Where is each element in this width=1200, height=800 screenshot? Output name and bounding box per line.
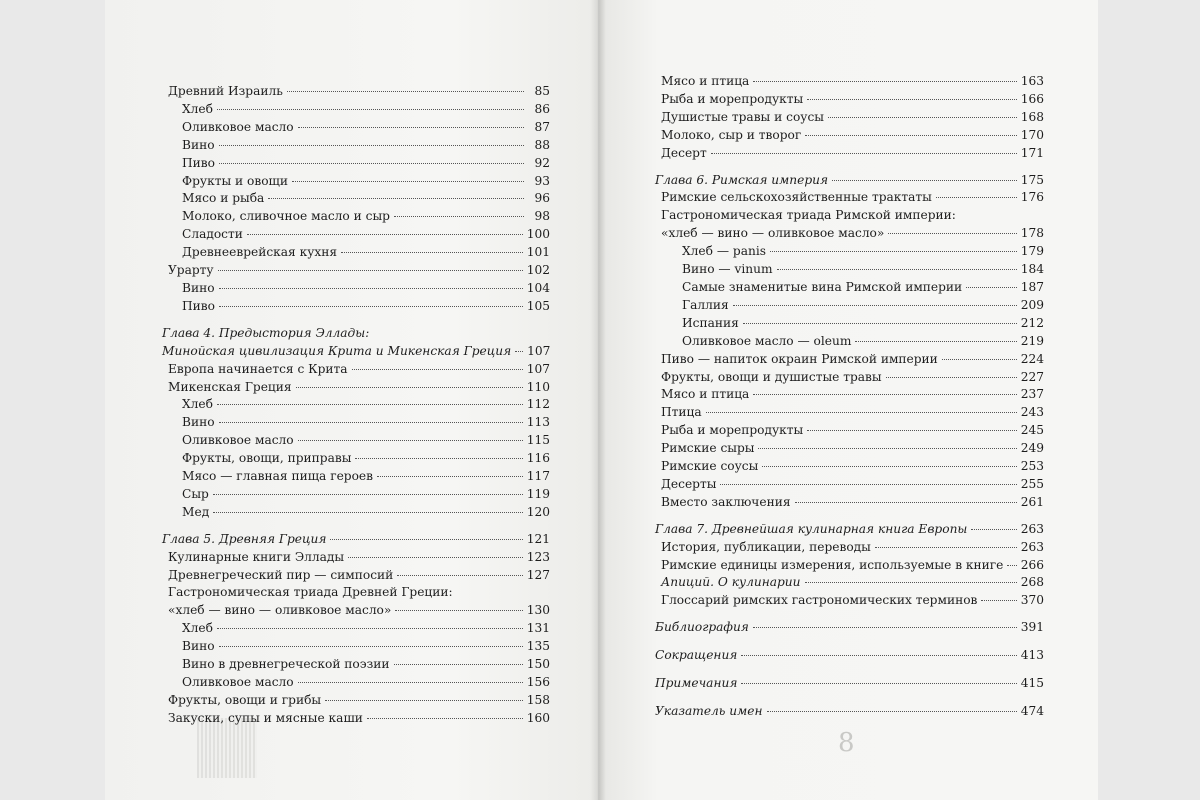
toc-entry-title: Библиография <box>655 620 749 635</box>
toc-entry-title: Молоко, сыр и творог <box>661 127 802 142</box>
toc-entry <box>162 674 550 692</box>
toc-entry <box>655 333 1044 351</box>
toc-page-number: 261 <box>1020 494 1044 509</box>
dot-leader <box>268 198 524 199</box>
toc-left-column <box>162 83 550 728</box>
toc-page-number: 117 <box>526 469 550 484</box>
toc-page-number: 85 <box>534 84 550 98</box>
dot-leader <box>348 557 523 558</box>
toc-entry-title: Фрукты, овощи и душистые травы <box>661 369 882 384</box>
toc-entry-title: Мясо и птица <box>661 74 750 88</box>
toc-page-number: 86 <box>534 101 550 116</box>
toc-entry-title: Фрукты и овощи <box>182 173 289 188</box>
toc-page-number: 92 <box>534 155 550 170</box>
toc-entry-title: Самые знаменитые вина Римской империи <box>682 279 963 294</box>
toc-page-number: 158 <box>526 692 550 707</box>
toc-page-number: 150 <box>526 657 550 672</box>
toc-entry-title: Птица <box>661 405 702 420</box>
dot-leader <box>942 359 1017 360</box>
dot-leader <box>213 494 523 495</box>
toc-page-number: 249 <box>1020 441 1044 456</box>
toc-entry <box>162 584 550 602</box>
dot-leader <box>753 81 1016 82</box>
toc-entry <box>655 91 1044 109</box>
dot-leader <box>377 476 523 477</box>
dot-leader <box>805 582 1017 583</box>
toc-entry-title: Гастрономическая триада Римской империи: <box>661 208 956 223</box>
dot-leader <box>217 404 523 405</box>
toc-page-number: 187 <box>1020 279 1044 294</box>
toc-entry <box>162 190 550 208</box>
dot-leader <box>743 323 1017 324</box>
dot-leader <box>219 288 523 289</box>
toc-page-number: 163 <box>1020 74 1044 88</box>
dot-leader <box>888 233 1016 234</box>
toc-page-number: 120 <box>526 504 550 519</box>
toc-entry-title: Глава 5. Древняя Греция <box>162 531 327 546</box>
dot-leader <box>875 547 1017 548</box>
toc-entry-title: Урарту <box>168 263 214 278</box>
toc-entry-title: Древний Израиль <box>168 84 283 98</box>
toc-entry-title: Минойская цивилизация Крита и Микенская Греция <box>162 343 512 358</box>
toc-page-number: 245 <box>1020 423 1044 438</box>
dot-leader <box>367 718 523 719</box>
toc-page-number: 413 <box>1020 648 1044 663</box>
toc-entry-title: Фрукты, овощи, приправы <box>182 451 352 466</box>
toc-page-number: 88 <box>534 137 550 152</box>
toc-entry-title: Хлеб — panis <box>682 244 766 259</box>
toc-entry <box>655 127 1044 145</box>
dot-leader <box>706 412 1017 413</box>
toc-page-number: 253 <box>1020 459 1044 474</box>
toc-entry-title: Хлеб <box>182 101 213 116</box>
toc-page-number: 96 <box>534 191 550 206</box>
toc-entry-title: Мясо — главная пища героев <box>182 469 374 484</box>
book-spine <box>590 0 606 800</box>
toc-entry <box>655 351 1044 369</box>
dot-leader <box>395 610 522 611</box>
toc-entry <box>655 172 1044 190</box>
toc-page-number: 179 <box>1020 244 1044 259</box>
toc-page-number: 104 <box>526 280 550 295</box>
dot-leader <box>805 135 1016 136</box>
toc-right-column <box>655 73 1044 721</box>
toc-page-number: 224 <box>1020 351 1044 366</box>
toc-page-number: 113 <box>526 415 550 430</box>
toc-entry <box>162 602 550 620</box>
toc-entry-title: Гастрономическая триада Древней Греции: <box>168 585 453 600</box>
toc-entry-title: Вино <box>182 415 215 430</box>
dot-leader <box>886 377 1017 378</box>
dot-leader <box>828 117 1017 118</box>
toc-entry-title: Вино <box>182 639 215 654</box>
toc-entry <box>162 137 550 155</box>
toc-entry <box>655 703 1044 721</box>
toc-entry <box>655 476 1044 494</box>
toc-entry-title: Указатель имен <box>655 704 763 718</box>
toc-entry-title: Хлеб <box>182 621 213 636</box>
toc-page-number: 219 <box>1020 333 1044 348</box>
dot-leader <box>219 163 524 164</box>
toc-entry <box>655 494 1044 512</box>
dot-leader <box>855 341 1016 342</box>
dot-leader <box>777 269 1017 270</box>
dot-leader <box>296 387 523 388</box>
toc-entry <box>655 73 1044 91</box>
toc-entry-title: Европа начинается с Крита <box>168 361 348 376</box>
toc-entry <box>655 521 1044 539</box>
toc-page-number: 98 <box>534 209 550 224</box>
toc-page-number: 119 <box>526 486 550 501</box>
toc-entry-title: Глава 7. Древнейшая кулинарная книга Европы <box>655 521 968 536</box>
toc-page-number: 121 <box>526 531 550 546</box>
toc-entry <box>162 656 550 674</box>
toc-entry-title: Оливковое масло <box>182 433 294 448</box>
toc-entry <box>162 280 550 298</box>
toc-entry <box>162 567 550 585</box>
dot-leader <box>325 700 523 701</box>
dot-leader <box>298 682 523 683</box>
toc-entry <box>162 155 550 173</box>
toc-entry-title: Глава 4. Предыстория Эллады: <box>162 325 370 340</box>
toc-entry <box>162 504 550 522</box>
toc-entry <box>162 262 550 280</box>
toc-entry <box>162 379 550 397</box>
toc-page-number: 123 <box>526 549 550 564</box>
dot-leader <box>795 502 1017 503</box>
dot-leader <box>352 369 523 370</box>
toc-page-number: 160 <box>526 710 550 725</box>
toc-entry-title: Сыр <box>182 486 209 501</box>
toc-entry-title: Фрукты, овощи и грибы <box>168 692 322 707</box>
toc-entry-title: Хлеб <box>182 397 213 412</box>
toc-page-number: 227 <box>1020 369 1044 384</box>
dot-leader <box>832 180 1017 181</box>
toc-entry <box>162 244 550 262</box>
toc-entry-title: Молоко, сливочное масло и сыр <box>182 209 390 224</box>
toc-entry <box>655 675 1044 693</box>
dot-leader <box>762 466 1016 467</box>
toc-page-number: 116 <box>526 451 550 466</box>
toc-entry-title: Вино — vinum <box>682 262 773 277</box>
toc-entry <box>655 207 1044 225</box>
toc-page-number: 93 <box>534 173 550 188</box>
toc-entry <box>162 620 550 638</box>
toc-entry-title: Вино в древнегреческой поэзии <box>182 657 390 672</box>
toc-page-number: 255 <box>1020 476 1044 491</box>
toc-entry-title: «хлеб — вино — оливковое масло» <box>168 603 392 618</box>
toc-entry <box>162 298 550 316</box>
toc-entry <box>655 592 1044 610</box>
toc-page-number: 115 <box>526 433 550 448</box>
dot-leader <box>758 448 1016 449</box>
toc-page-number: 130 <box>526 603 550 618</box>
toc-page-number: 171 <box>1020 145 1044 160</box>
toc-entry <box>162 101 550 119</box>
dot-leader <box>341 252 523 253</box>
toc-page-number: 268 <box>1020 575 1044 590</box>
toc-entry <box>655 297 1044 315</box>
dot-leader <box>218 270 523 271</box>
toc-page-number: 474 <box>1020 704 1044 718</box>
toc-page-number: 102 <box>526 263 550 278</box>
toc-entry <box>655 189 1044 207</box>
dot-leader <box>733 305 1017 306</box>
dot-leader <box>219 422 523 423</box>
toc-entry-title: Римские сыры <box>661 441 755 456</box>
dot-leader <box>394 664 523 665</box>
toc-page-number: 263 <box>1020 539 1044 554</box>
toc-page-number: 243 <box>1020 405 1044 420</box>
toc-entry-title: Римские сельскохозяйственные трактаты <box>661 190 932 205</box>
dot-leader <box>355 458 522 459</box>
toc-entry-title: Древнееврейская кухня <box>182 245 338 260</box>
toc-entry <box>162 710 550 728</box>
toc-entry-title: Примечания <box>655 676 738 691</box>
dot-leader <box>217 109 524 110</box>
toc-entry <box>162 226 550 244</box>
toc-page-number: 168 <box>1020 109 1044 124</box>
dot-leader <box>981 600 1016 601</box>
toc-entry-title: Римские единицы измерения, используемые в книге <box>661 557 1004 572</box>
dot-leader <box>966 287 1017 288</box>
dot-leader <box>720 484 1016 485</box>
toc-entry-title: Оливковое масло — oleum <box>682 333 852 348</box>
dot-leader <box>971 529 1016 530</box>
show-through-folio: 8 <box>838 728 855 758</box>
toc-entry <box>655 145 1044 163</box>
toc-entry-title: Древнегреческий пир — симпосий <box>168 567 394 582</box>
toc-entry-title: Вино <box>182 280 215 295</box>
dot-leader <box>753 627 1017 628</box>
toc-page-number: 127 <box>526 567 550 582</box>
toc-entry-title: Оливковое масло <box>182 675 294 689</box>
dot-leader <box>770 251 1017 252</box>
toc-entry-title: Микенская Греция <box>168 379 292 394</box>
toc-entry-title: Десерты <box>661 476 717 491</box>
toc-entry-title: Апиций. О кулинарии <box>661 575 801 590</box>
toc-entry-title: Сладости <box>182 227 243 242</box>
toc-entry-title: Сокращения <box>655 648 738 663</box>
toc-entry-title: Оливковое масло <box>182 119 294 134</box>
toc-entry-title: Десерт <box>661 145 707 160</box>
toc-entry-title: Душистые травы и соусы <box>661 109 824 124</box>
toc-entry-title: Глоссарий римских гастрономических терминов <box>661 593 978 608</box>
dot-leader <box>298 127 524 128</box>
toc-page-number: 266 <box>1020 557 1044 572</box>
dot-leader <box>767 711 1017 712</box>
dot-leader <box>292 181 524 182</box>
toc-page-number: 170 <box>1020 127 1044 142</box>
toc-entry-title: «хлеб — вино — оливковое масло» <box>661 226 885 241</box>
toc-entry <box>655 539 1044 557</box>
dot-leader <box>936 197 1017 198</box>
toc-entry <box>162 208 550 226</box>
toc-entry <box>162 638 550 656</box>
toc-entry <box>162 486 550 504</box>
dot-leader <box>213 512 523 513</box>
toc-entry-title: Римские соусы <box>661 459 759 474</box>
toc-entry-title: Кулинарные книги Эллады <box>168 549 345 564</box>
dot-leader <box>219 306 523 307</box>
toc-page-number: 107 <box>527 343 551 358</box>
toc-entry-title: Вино <box>182 137 215 152</box>
toc-entry <box>162 468 550 486</box>
toc-entry <box>655 422 1044 440</box>
toc-entry <box>162 325 550 343</box>
toc-page-number: 100 <box>526 227 550 242</box>
toc-entry-title: Пиво <box>182 155 215 170</box>
toc-page-number: 156 <box>526 675 550 689</box>
dot-leader <box>741 683 1016 684</box>
toc-entry-title: Глава 6. Римская империя <box>655 172 829 187</box>
toc-entry-title: Галлия <box>682 297 729 312</box>
dot-leader <box>753 394 1016 395</box>
toc-page-number: 415 <box>1020 676 1044 691</box>
toc-page-number: 237 <box>1020 387 1044 402</box>
toc-page-number: 135 <box>526 639 550 654</box>
toc-page-number: 101 <box>526 245 550 260</box>
toc-entry <box>162 343 550 361</box>
toc-entry <box>162 692 550 710</box>
toc-page-number: 131 <box>526 621 550 636</box>
toc-page-number: 209 <box>1020 297 1044 312</box>
dot-leader <box>807 430 1017 431</box>
dot-leader <box>397 575 522 576</box>
toc-entry <box>655 243 1044 261</box>
toc-entry-title: Мясо и птица <box>661 387 750 402</box>
dot-leader <box>711 153 1017 154</box>
toc-entry <box>655 619 1044 637</box>
toc-entry <box>162 396 550 414</box>
toc-entry <box>655 404 1044 422</box>
toc-page-number: 391 <box>1020 620 1044 635</box>
toc-page-number: 166 <box>1020 91 1044 106</box>
dot-leader <box>394 216 524 217</box>
toc-page-number: 212 <box>1020 315 1044 330</box>
toc-page-number: 176 <box>1020 190 1044 205</box>
toc-entry-title: Рыба и морепродукты <box>661 423 804 438</box>
toc-entry <box>162 450 550 468</box>
toc-page-number: 263 <box>1020 521 1044 536</box>
toc-page-number: 184 <box>1020 262 1044 277</box>
toc-entry <box>655 440 1044 458</box>
dot-leader <box>515 351 523 352</box>
toc-entry <box>655 261 1044 279</box>
dot-leader <box>330 539 522 540</box>
toc-page-number: 87 <box>534 119 550 134</box>
toc-entry-title: Мед <box>182 504 210 519</box>
toc-page-number: 112 <box>526 397 550 412</box>
toc-page-number: 105 <box>526 298 550 313</box>
dot-leader <box>1007 565 1016 566</box>
toc-entry-title: Рыба и морепродукты <box>661 91 804 106</box>
toc-page-number: 107 <box>526 361 550 376</box>
toc-page-number: 370 <box>1020 593 1044 608</box>
dot-leader <box>247 234 523 235</box>
toc-entry <box>162 119 550 137</box>
toc-page-number: 175 <box>1020 172 1044 187</box>
toc-entry-title: Пиво — напиток окраин Римской империи <box>661 351 938 366</box>
toc-entry <box>655 458 1044 476</box>
toc-page-number: 110 <box>526 379 550 394</box>
toc-entry <box>655 647 1044 665</box>
toc-entry-title: Пиво <box>182 298 215 313</box>
dot-leader <box>741 655 1016 656</box>
toc-entry <box>162 414 550 432</box>
dot-leader <box>807 99 1017 100</box>
toc-entry-title: Испания <box>682 315 739 330</box>
toc-entry-title: Вместо заключения <box>661 494 791 509</box>
dot-leader <box>219 646 523 647</box>
toc-page-number: 178 <box>1020 226 1044 241</box>
toc-entry <box>162 173 550 191</box>
toc-entry <box>655 315 1044 333</box>
dot-leader <box>217 628 523 629</box>
toc-entry <box>655 225 1044 243</box>
toc-entry <box>655 369 1044 387</box>
toc-entry-title: Закуски, супы и мясные каши <box>168 710 363 725</box>
toc-entry <box>655 279 1044 297</box>
toc-entry <box>162 361 550 379</box>
dot-leader <box>219 145 524 146</box>
toc-entry <box>162 83 550 101</box>
dot-leader <box>298 440 523 441</box>
toc-entry-title: История, публикации, переводы <box>661 539 871 554</box>
toc-entry <box>162 549 550 567</box>
toc-entry <box>655 557 1044 575</box>
toc-entry <box>655 386 1044 404</box>
toc-entry <box>162 432 550 450</box>
toc-entry <box>655 109 1044 127</box>
dot-leader <box>287 91 524 92</box>
toc-entry <box>655 574 1044 592</box>
toc-entry-title: Мясо и рыба <box>182 191 265 206</box>
toc-entry <box>162 531 550 549</box>
